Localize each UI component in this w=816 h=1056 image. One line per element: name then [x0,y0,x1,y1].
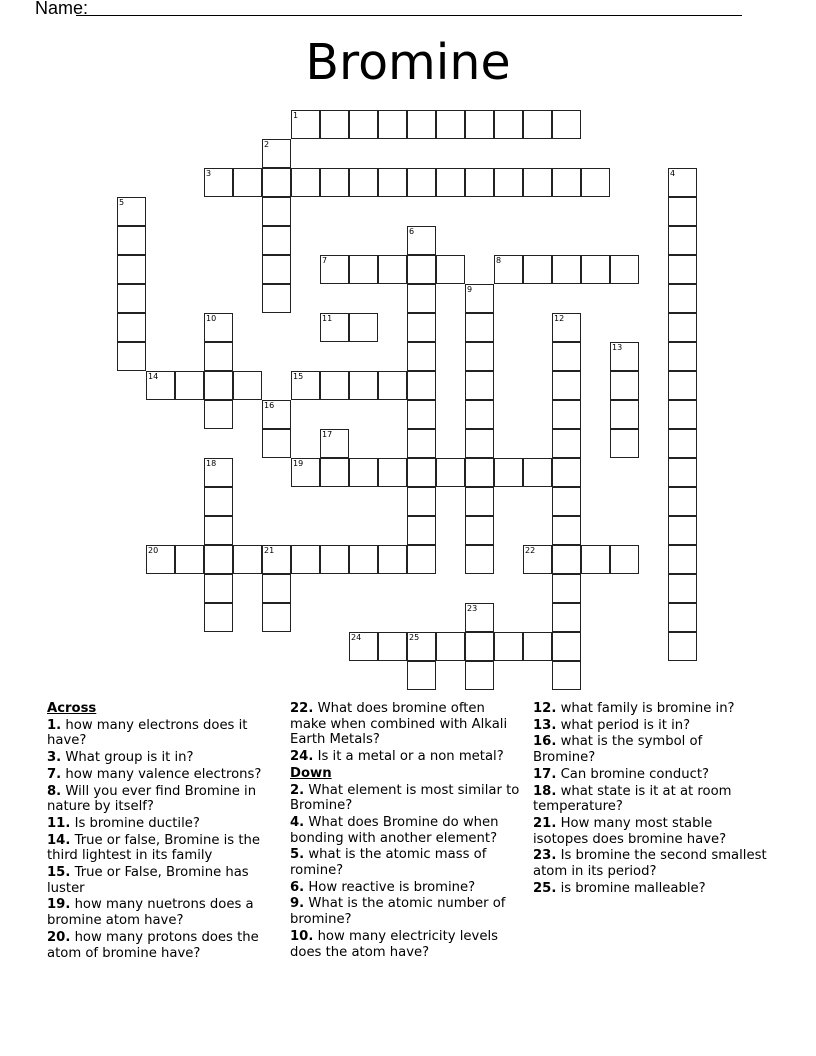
clue-down [533,848,768,879]
across-clues-a [47,718,282,962]
cell-number: 20 [148,546,159,555]
clue-column-1 [47,701,282,962]
grid-cell[interactable] [407,284,436,313]
clue-text: Is bromine ductile? [74,815,200,831]
clue-text: what family is bromine in? [560,701,735,716]
clue-down [533,734,768,765]
grid-cell[interactable] [465,110,494,139]
grid-cell[interactable] [320,168,349,197]
clue-text: What does bromine often make when combined with Alkali Earth Metals? [290,701,508,748]
clue-text: Is it a metal or a non metal? [317,749,504,765]
grid-cell[interactable] [407,226,436,255]
grid-cell[interactable] [668,197,697,226]
grid-cell[interactable] [552,371,581,400]
clue-text: True or false, Bromine is the third lightest in its family [47,832,261,864]
grid-cell[interactable] [204,487,233,516]
grid-cell[interactable] [291,371,320,400]
grid-cell[interactable] [349,313,378,342]
grid-cell[interactable] [465,168,494,197]
grid-cell[interactable] [233,545,262,574]
clue-number: 10. [290,928,314,944]
clue-number: 6. [290,879,305,895]
grid-cell[interactable] [407,487,436,516]
grid-cell[interactable] [436,110,465,139]
clue-number: 19. [47,897,71,913]
down-heading: Down [290,765,332,781]
clue-down [533,718,768,734]
clue-down [290,847,525,878]
name-label: Name: [35,0,89,18]
cell-number: 22 [525,546,536,555]
cell-number: 25 [409,633,420,642]
grid-cell[interactable] [494,255,523,284]
grid-cell[interactable] [610,342,639,371]
clue-down [533,816,768,847]
grid-cell[interactable] [610,371,639,400]
grid-cell[interactable] [117,313,146,342]
cell-number: 10 [206,314,217,323]
cell-number: 2 [264,140,270,149]
grid-cell[interactable] [407,545,436,574]
grid-cell[interactable] [523,545,552,574]
across-heading: Across [47,701,97,716]
clue-text: is bromine malleable? [560,880,706,896]
grid-cell[interactable] [117,284,146,313]
clue-down [533,881,768,897]
grid-cell[interactable] [407,458,436,487]
grid-cell[interactable] [581,168,610,197]
grid-cell[interactable] [407,516,436,545]
grid-cell[interactable] [262,400,291,429]
grid-cell[interactable] [552,545,581,574]
grid-cell[interactable] [668,574,697,603]
grid-cell[interactable] [552,255,581,284]
grid-cell[interactable] [465,632,494,661]
grid-cell[interactable] [407,313,436,342]
grid-cell[interactable] [552,632,581,661]
clue-number: 9. [290,896,305,912]
grid-cell[interactable] [407,110,436,139]
clue-across [47,750,282,766]
grid-cell[interactable] [552,487,581,516]
grid-cell[interactable] [175,371,204,400]
grid-cell[interactable] [146,545,175,574]
grid-cell[interactable] [668,284,697,313]
grid-cell[interactable] [320,371,349,400]
grid-cell[interactable] [204,603,233,632]
grid-cell[interactable] [552,661,581,690]
grid-cell[interactable] [465,458,494,487]
grid-cell[interactable] [349,632,378,661]
grid-cell[interactable] [204,516,233,545]
clue-across [47,718,282,749]
clue-text: What group is it in? [65,750,194,766]
grid-cell[interactable] [552,458,581,487]
grid-cell[interactable] [668,516,697,545]
page-title: Bromine [305,34,511,91]
grid-cell[interactable] [262,284,291,313]
grid-cell[interactable] [494,458,523,487]
crossword-grid [117,110,697,690]
grid-cell[interactable] [117,226,146,255]
grid-cell[interactable] [552,400,581,429]
grid-cell[interactable] [494,110,523,139]
grid-cell[interactable] [465,429,494,458]
cell-number: 14 [148,372,159,381]
cell-number: 9 [467,285,473,294]
grid-cell[interactable] [523,255,552,284]
grid-cell[interactable] [552,168,581,197]
cell-number: 4 [670,169,676,178]
down-clues-b [533,701,768,896]
grid-cell[interactable] [262,168,291,197]
grid-cell[interactable] [668,400,697,429]
grid-cell[interactable] [465,545,494,574]
grid-cell[interactable] [378,632,407,661]
clue-number: 22. [290,701,314,716]
grid-cell[interactable] [204,574,233,603]
grid-cell[interactable] [552,313,581,342]
down-clues-a [290,783,525,961]
clue-number: 17. [533,766,557,782]
grid-cell[interactable] [494,632,523,661]
grid-cell[interactable] [465,661,494,690]
cell-number: 21 [264,546,275,555]
clue-number: 21. [533,815,557,831]
grid-cell[interactable] [204,371,233,400]
grid-cell[interactable] [465,284,494,313]
grid-cell[interactable] [349,371,378,400]
clue-down [533,784,768,815]
grid-cell[interactable] [552,516,581,545]
grid-cell[interactable] [407,255,436,284]
grid-cell[interactable] [262,545,291,574]
grid-cell[interactable] [262,139,291,168]
grid-cell[interactable] [407,632,436,661]
grid-cell[interactable] [523,632,552,661]
grid-cell[interactable] [204,545,233,574]
cell-number: 15 [293,372,304,381]
grid-cell[interactable] [204,400,233,429]
clue-across [47,767,282,783]
grid-cell[interactable] [291,545,320,574]
clue-number: 3. [47,750,62,766]
grid-cell[interactable] [291,458,320,487]
grid-cell[interactable] [581,255,610,284]
clue-down [533,701,768,717]
clue-text: What element is most similar to Bromine? [290,782,520,814]
grid-cell[interactable] [668,226,697,255]
grid-cell[interactable] [378,168,407,197]
clue-number: 11. [47,815,71,831]
grid-cell[interactable] [465,400,494,429]
grid-cell[interactable] [436,168,465,197]
grid-cell[interactable] [436,632,465,661]
grid-cell[interactable] [262,429,291,458]
grid-cell[interactable] [552,110,581,139]
grid-cell[interactable] [552,574,581,603]
grid-cell[interactable] [320,429,349,458]
grid-cell[interactable] [262,197,291,226]
grid-cell[interactable] [320,255,349,284]
grid-cell[interactable] [436,255,465,284]
grid-cell[interactable] [668,458,697,487]
grid-cell[interactable] [581,545,610,574]
clue-down [290,896,525,927]
grid-cell[interactable] [117,342,146,371]
clue-text: how many protons does the atom of bromine have? [47,929,259,961]
grid-cell[interactable] [175,545,204,574]
grid-cell[interactable] [668,342,697,371]
grid-cell[interactable] [349,110,378,139]
grid-cell[interactable] [668,603,697,632]
grid-cell[interactable] [146,371,175,400]
clue-text: what is the symbol of Bromine? [533,734,703,766]
clue-number: 13. [533,717,557,733]
clue-number: 14. [47,832,71,848]
grid-cell[interactable] [465,603,494,632]
grid-cell[interactable] [320,545,349,574]
clue-number: 15. [47,865,71,881]
clue-down [533,767,768,783]
clue-down [290,929,525,960]
clue-text: what is the atomic mass of romine? [290,847,487,879]
grid-cell[interactable] [204,342,233,371]
grid-cell[interactable] [291,110,320,139]
grid-cell[interactable] [668,313,697,342]
grid-cell[interactable] [523,110,552,139]
clue-number: 7. [47,766,62,782]
grid-cell[interactable] [668,429,697,458]
clue-number: 4. [290,814,305,830]
clue-number: 2. [290,782,305,798]
cell-number: 24 [351,633,362,642]
grid-cell[interactable] [117,255,146,284]
clue-text: how many valence electrons? [65,766,262,782]
clue-text: How many most stable isotopes does bromine have? [533,815,727,847]
grid-cell[interactable] [465,371,494,400]
clue-number: 24. [290,749,314,765]
cell-number: 6 [409,227,415,236]
clue-down [290,880,525,896]
clue-across [47,897,282,928]
grid-cell[interactable] [465,487,494,516]
clue-number: 5. [290,847,305,863]
grid-cell[interactable] [610,429,639,458]
grid-cell[interactable] [349,545,378,574]
clue-column-2 [290,701,525,961]
grid-cell[interactable] [668,255,697,284]
grid-cell[interactable] [320,313,349,342]
clue-number: 16. [533,734,557,750]
clue-across [47,784,282,815]
grid-cell[interactable] [668,545,697,574]
grid-cell[interactable] [610,545,639,574]
grid-cell[interactable] [378,371,407,400]
grid-cell[interactable] [465,516,494,545]
cell-number: 8 [496,256,502,265]
grid-cell[interactable] [610,400,639,429]
grid-cell[interactable] [378,545,407,574]
clue-text: Will you ever find Bromine in nature by itself? [47,783,257,815]
name-input-line[interactable] [76,15,742,16]
clue-number: 8. [47,783,62,799]
grid-cell[interactable] [378,255,407,284]
grid-cell[interactable] [552,342,581,371]
clue-across [47,833,282,864]
cell-number: 12 [554,314,565,323]
grid-cell[interactable] [436,458,465,487]
grid-cell[interactable] [349,168,378,197]
clue-number: 23. [533,848,557,864]
cell-number: 11 [322,314,333,323]
grid-cell[interactable] [610,255,639,284]
grid-cell[interactable] [407,168,436,197]
grid-cell[interactable] [204,168,233,197]
clue-number: 1. [47,717,62,733]
grid-cell[interactable] [378,110,407,139]
grid-cell[interactable] [407,342,436,371]
clue-down [290,783,525,814]
clue-number: 12. [533,701,557,716]
clue-text: how many nuetrons does a bromine atom have? [47,897,254,929]
clue-text: how many electricity levels does the atom have? [290,928,498,960]
cell-number: 17 [322,430,333,439]
grid-cell[interactable] [494,168,523,197]
grid-cell[interactable] [320,110,349,139]
grid-cell[interactable] [262,574,291,603]
grid-cell[interactable] [523,168,552,197]
grid-cell[interactable] [204,458,233,487]
cell-number: 7 [322,256,328,265]
cell-number: 3 [206,169,212,178]
grid-cell[interactable] [117,197,146,226]
grid-cell[interactable] [262,603,291,632]
grid-cell[interactable] [552,603,581,632]
grid-cell[interactable] [349,458,378,487]
clue-text: Can bromine conduct? [560,766,709,782]
clue-across [47,816,282,832]
grid-cell[interactable] [320,458,349,487]
grid-cell[interactable] [233,371,262,400]
cell-number: 5 [119,198,125,207]
grid-cell[interactable] [668,632,697,661]
grid-cell[interactable] [407,429,436,458]
clue-number: 20. [47,929,71,945]
clue-down [290,815,525,846]
grid-cell[interactable] [204,313,233,342]
clue-number: 18. [533,783,557,799]
grid-cell[interactable] [349,255,378,284]
clue-text: True or False, Bromine has luster [47,865,249,896]
across-clues-b [290,701,525,765]
grid-cell[interactable] [668,487,697,516]
grid-cell[interactable] [407,400,436,429]
clue-text: what period is it in? [560,717,691,733]
grid-cell[interactable] [523,458,552,487]
clue-text: Is bromine the second smallest atom in its period? [533,848,767,880]
clue-across [47,930,282,961]
grid-cell[interactable] [291,168,320,197]
clue-text: what state is it at at room temperature? [533,783,732,815]
grid-cell[interactable] [668,168,697,197]
clue-column-3 [533,701,768,897]
clue-text: how many electrons does it have? [47,717,248,749]
grid-cell[interactable] [465,313,494,342]
cell-number: 19 [293,459,304,468]
grid-cell[interactable] [465,342,494,371]
grid-cell[interactable] [668,371,697,400]
clue-number: 25. [533,880,557,896]
grid-cell[interactable] [233,168,262,197]
cell-number: 16 [264,401,275,410]
grid-cell[interactable] [378,458,407,487]
clue-text: What does Bromine do when bonding with another element? [290,814,499,846]
grid-cell[interactable] [407,661,436,690]
cell-number: 13 [612,343,623,352]
clue-across [290,749,525,765]
clue-across [290,701,525,748]
cell-number: 23 [467,604,478,613]
clue-across [47,865,282,896]
clue-text: How reactive is bromine? [308,879,476,895]
clue-text: What is the atomic number of bromine? [290,896,506,928]
grid-cell[interactable] [262,226,291,255]
cell-number: 18 [206,459,217,468]
cell-number: 1 [293,111,299,120]
grid-cell[interactable] [262,255,291,284]
grid-cell[interactable] [552,429,581,458]
grid-cell[interactable] [407,371,436,400]
